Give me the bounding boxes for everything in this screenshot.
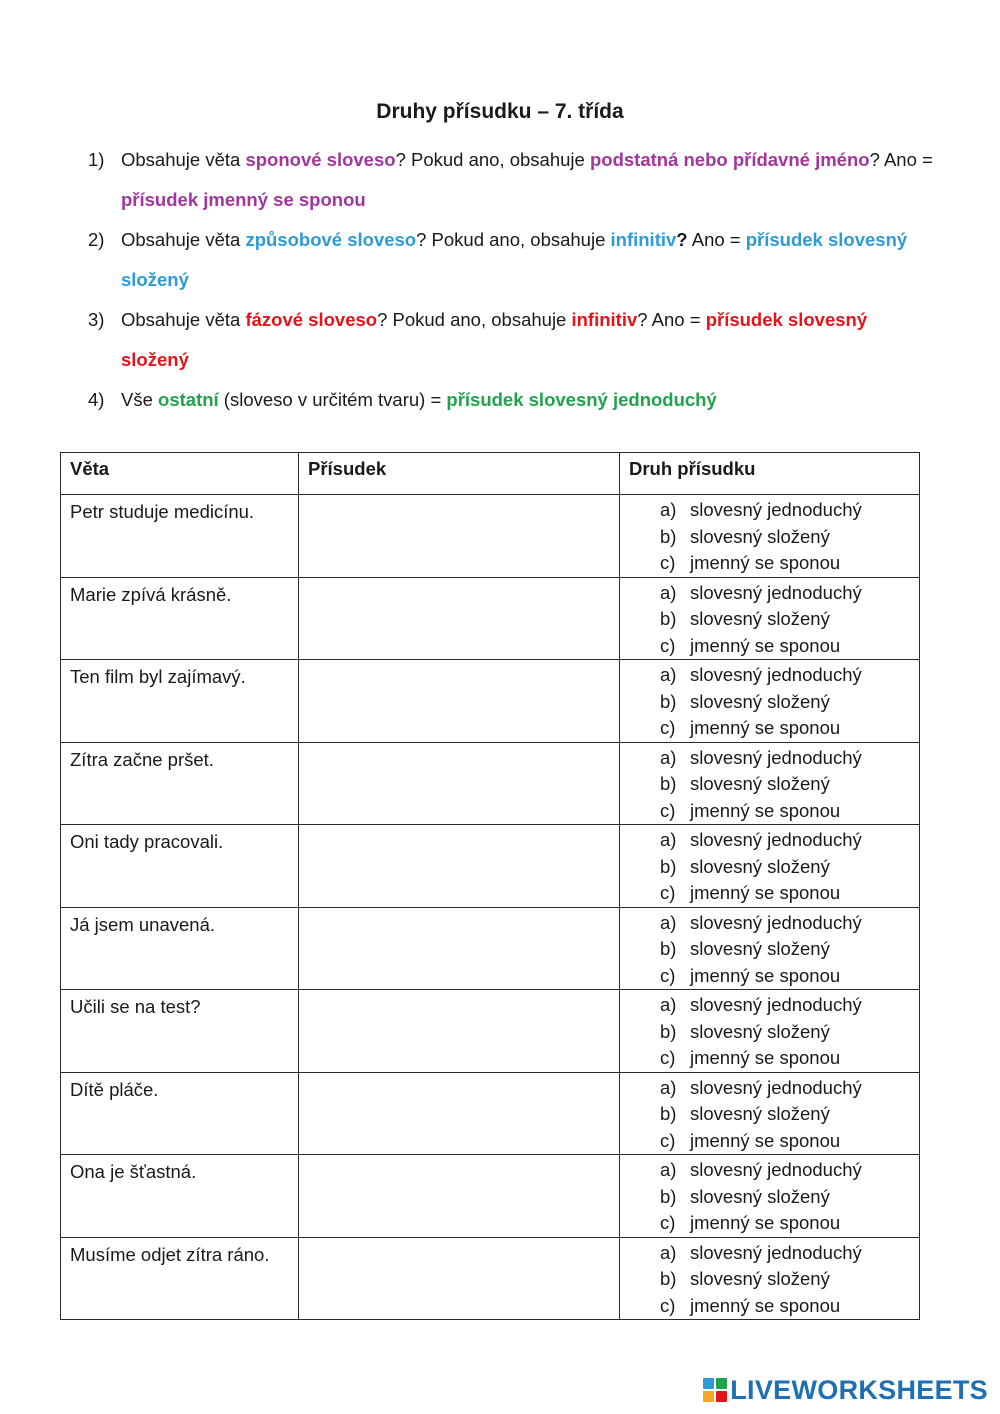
rule-text: Obsahuje věta [121, 309, 246, 330]
rule-highlight: infinitiv [610, 229, 677, 250]
option-label: jmenný se sponou [690, 882, 841, 903]
option-label: slovesný složený [690, 938, 830, 959]
option-label: slovesný jednoduchý [690, 581, 862, 603]
option-label: slovesný jednoduchý [690, 1076, 862, 1098]
option-item[interactable] [660, 880, 919, 907]
option-item[interactable] [660, 550, 919, 577]
option-label: slovesný jednoduchý [690, 746, 862, 768]
option-letter: c) [660, 882, 676, 903]
option-letter: b) [660, 1185, 677, 1207]
rule-item [88, 300, 938, 380]
rule-highlight: fázové sloveso [245, 309, 378, 330]
predicate-answer-cell[interactable] [299, 742, 620, 825]
predicate-answer-cell[interactable] [299, 577, 620, 660]
predicate-type-cell [620, 742, 920, 825]
predicate-type-cell [620, 990, 920, 1073]
table-row [61, 1155, 920, 1238]
table-row [61, 660, 920, 743]
table-row [61, 990, 920, 1073]
option-item[interactable] [660, 1266, 919, 1293]
option-list [620, 578, 919, 660]
rule-text: Obsahuje věta [121, 149, 246, 170]
option-label: slovesný jednoduchý [690, 664, 862, 685]
option-label: jmenný se sponou [690, 717, 841, 738]
rule-item [88, 220, 938, 300]
option-letter: a) [660, 994, 677, 1015]
option-item[interactable] [660, 633, 919, 660]
table-row [61, 495, 920, 578]
option-item[interactable] [660, 580, 919, 607]
option-item[interactable] [660, 497, 919, 524]
sentence-cell: Musíme odjet zítra ráno. [61, 1237, 299, 1320]
option-label: slovesný jednoduchý [690, 911, 862, 933]
option-item[interactable] [660, 745, 919, 772]
rule-highlight: přísudek slovesný složený [121, 229, 908, 290]
option-letter: c) [660, 1047, 676, 1068]
option-label: jmenný se sponou [690, 1294, 841, 1316]
option-label: jmenný se sponou [690, 964, 841, 986]
option-list [620, 495, 919, 577]
brand-name: LIVEWORKSHEETS [730, 1374, 988, 1405]
table-row [61, 907, 920, 990]
rule-number: 3) [88, 309, 105, 330]
predicate-type-cell [620, 495, 920, 578]
rules-list [88, 140, 938, 420]
option-list [620, 908, 919, 990]
option-label: slovesný složený [690, 773, 830, 794]
logo-mark-icon [703, 1378, 727, 1402]
table-row [61, 742, 920, 825]
option-letter: a) [660, 1076, 677, 1098]
rule-highlight: podstatná nebo přídavné jméno [589, 149, 870, 170]
option-letter: c) [660, 634, 676, 656]
predicate-type-cell [620, 660, 920, 743]
option-item[interactable] [660, 1240, 919, 1267]
option-item[interactable] [660, 798, 919, 825]
page-title: Druhy přísudku – 7. třída [376, 100, 624, 123]
rule-text: ? Ano = [637, 309, 706, 330]
option-label: slovesný jednoduchý [690, 1241, 862, 1263]
option-label: jmenný se sponou [690, 1212, 841, 1233]
option-item[interactable] [660, 936, 919, 963]
option-letter: a) [660, 746, 677, 768]
rule-text: ? Pokud ano, obsahuje [395, 149, 590, 170]
option-label: slovesný jednoduchý [690, 499, 862, 520]
option-item[interactable] [660, 1293, 919, 1320]
predicate-type-cell [620, 577, 920, 660]
rule-text: Ano = [687, 229, 746, 250]
rule-highlight: přísudek slovesný jednoduchý [446, 389, 717, 410]
sentence-cell: Ten film byl zajímavý. [61, 660, 299, 743]
option-letter: c) [660, 1212, 676, 1233]
option-item[interactable] [660, 715, 919, 742]
option-letter: b) [660, 608, 677, 629]
option-letter: c) [660, 552, 676, 573]
option-letter: c) [660, 717, 676, 738]
rule-text: (sloveso v určitém tvaru) = [218, 389, 447, 410]
predicate-type-cell [620, 825, 920, 908]
header-predicate-type: Druh přísudku [620, 453, 920, 495]
rule-highlight: sponové sloveso [245, 149, 396, 170]
option-label: slovesný složený [690, 855, 830, 877]
predicate-answer-cell[interactable] [299, 1237, 620, 1320]
option-letter: c) [660, 1294, 676, 1316]
option-label: jmenný se sponou [690, 799, 841, 821]
predicate-answer-cell[interactable] [299, 990, 620, 1073]
sentence-cell: Petr studuje medicínu. [61, 495, 299, 578]
option-letter: a) [660, 911, 677, 933]
option-letter: c) [660, 799, 676, 821]
table-row [61, 825, 920, 908]
option-item[interactable] [660, 992, 919, 1019]
option-item[interactable] [660, 662, 919, 689]
option-letter: c) [660, 1129, 676, 1151]
option-item[interactable] [660, 771, 919, 798]
option-letter: b) [660, 690, 677, 712]
worksheet-table [60, 452, 920, 1320]
option-list [620, 1073, 919, 1155]
option-label: jmenný se sponou [690, 1047, 841, 1068]
option-letter: a) [660, 499, 677, 520]
option-list [620, 1155, 919, 1237]
sentence-cell: Já jsem unavená. [61, 907, 299, 990]
option-list [620, 1238, 919, 1320]
rule-highlight: přísudek jmenný se sponou [121, 189, 366, 210]
option-label: slovesný složený [690, 608, 830, 629]
option-letter: c) [660, 964, 676, 986]
option-item[interactable] [660, 963, 919, 990]
option-list [620, 990, 919, 1072]
rule-text: Obsahuje věta [121, 229, 246, 250]
header-predicate: Přísudek [299, 453, 620, 495]
sentence-cell: Zítra začne pršet. [61, 742, 299, 825]
rule-highlight: ostatní [158, 389, 219, 410]
option-label: jmenný se sponou [690, 552, 841, 573]
rule-number: 2) [88, 229, 105, 250]
option-label: slovesný jednoduchý [690, 829, 862, 850]
rule-text: ? Pokud ano, obsahuje [377, 309, 572, 330]
rule-item [88, 380, 938, 420]
option-item[interactable] [660, 910, 919, 937]
option-label: slovesný složený [690, 1185, 830, 1207]
predicate-answer-cell[interactable] [299, 907, 620, 990]
option-item[interactable] [660, 1157, 919, 1184]
option-label: slovesný složený [690, 1103, 830, 1124]
option-item[interactable] [660, 827, 919, 854]
predicate-answer-cell[interactable] [299, 495, 620, 578]
predicate-answer-cell[interactable] [299, 1072, 620, 1155]
option-label: jmenný se sponou [690, 1129, 841, 1151]
option-label: slovesný složený [690, 1020, 830, 1042]
option-letter: b) [660, 525, 677, 547]
option-letter: b) [660, 855, 677, 877]
rule-highlight: způsobové sloveso [245, 229, 417, 250]
option-item[interactable] [660, 1075, 919, 1102]
sentence-cell: Ona je šťastná. [61, 1155, 299, 1238]
option-label: slovesný jednoduchý [690, 1159, 862, 1180]
option-label: slovesný složený [690, 525, 830, 547]
option-label: slovesný složený [690, 690, 830, 712]
sentence-cell: Dítě pláče. [61, 1072, 299, 1155]
predicate-answer-cell[interactable] [299, 825, 620, 908]
table-row [61, 1072, 920, 1155]
rule-highlight: infinitiv [571, 309, 638, 330]
predicate-type-cell [620, 1155, 920, 1238]
rule-number: 1) [88, 149, 105, 170]
sentence-cell: Oni tady pracovali. [61, 825, 299, 908]
rule-number: 4) [88, 389, 105, 410]
option-item[interactable] [660, 1184, 919, 1211]
option-label: jmenný se sponou [690, 634, 841, 656]
predicate-type-cell [620, 1237, 920, 1320]
header-sentence: Věta [61, 453, 299, 495]
option-letter: a) [660, 829, 677, 850]
option-letter: b) [660, 1103, 677, 1124]
sentence-cell: Učili se na test? [61, 990, 299, 1073]
option-label: slovesný jednoduchý [690, 994, 862, 1015]
option-letter: b) [660, 1020, 677, 1042]
option-item[interactable] [660, 1128, 919, 1155]
option-list [620, 660, 919, 742]
rule-text: Vše [121, 389, 159, 410]
rule-text: ? Ano = [869, 149, 933, 170]
predicate-type-cell [620, 907, 920, 990]
rule-text: ? [676, 229, 688, 250]
liveworksheets-logo [703, 1375, 988, 1405]
option-letter: a) [660, 1241, 677, 1263]
option-item[interactable] [660, 606, 919, 633]
rule-item [88, 140, 938, 220]
table-row [61, 577, 920, 660]
predicate-answer-cell[interactable] [299, 1155, 620, 1238]
option-label: slovesný složený [690, 1268, 830, 1289]
option-letter: a) [660, 664, 677, 685]
option-item[interactable] [660, 1101, 919, 1128]
option-item[interactable] [660, 1045, 919, 1072]
option-item[interactable] [660, 689, 919, 716]
rule-highlight: přísudek slovesný složený [121, 309, 868, 370]
option-item[interactable] [660, 1210, 919, 1237]
option-item[interactable] [660, 854, 919, 881]
option-list [620, 825, 919, 907]
option-letter: b) [660, 1268, 677, 1289]
option-item[interactable] [660, 1019, 919, 1046]
option-letter: b) [660, 773, 677, 794]
option-item[interactable] [660, 524, 919, 551]
option-letter: a) [660, 1159, 677, 1180]
predicate-type-cell [620, 1072, 920, 1155]
table-header-row [61, 453, 920, 495]
predicate-answer-cell[interactable] [299, 660, 620, 743]
table-row [61, 1237, 920, 1320]
option-list [620, 743, 919, 825]
rule-text: ? Pokud ano, obsahuje [416, 229, 611, 250]
sentence-cell: Marie zpívá krásně. [61, 577, 299, 660]
option-letter: a) [660, 581, 677, 603]
option-letter: b) [660, 938, 677, 959]
